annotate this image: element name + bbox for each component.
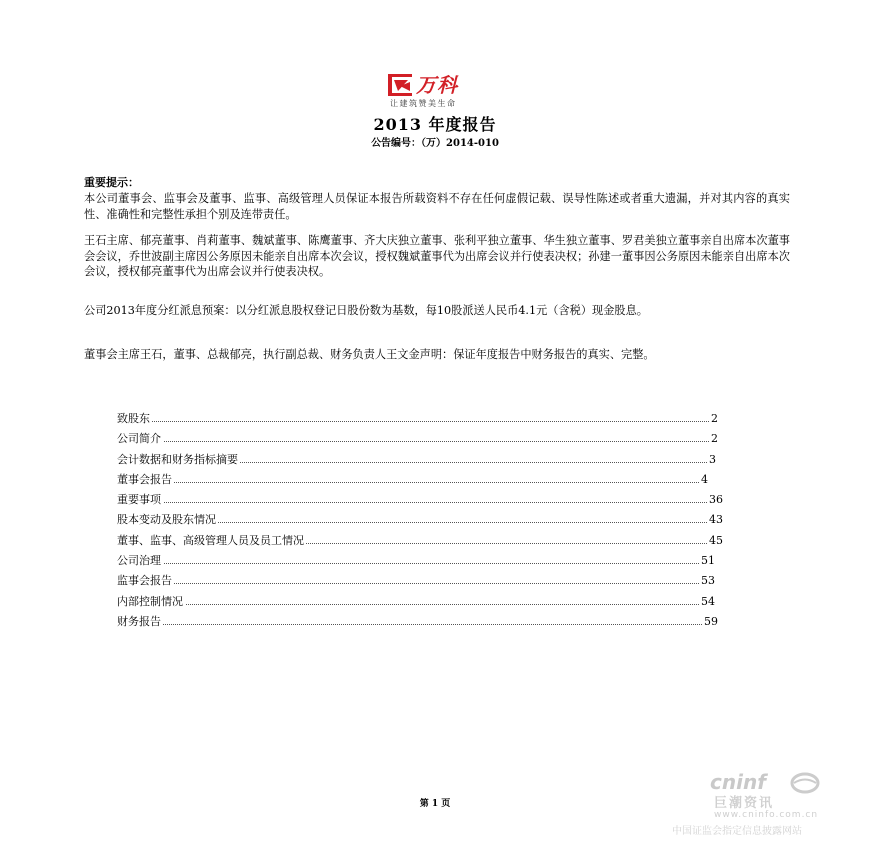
toc-entry-page: 53 [701,574,715,588]
toc-entry-title: 公司简介 [117,432,161,446]
cninfo-logo-icon [790,772,820,794]
toc-entry[interactable] [117,533,723,554]
notice-paragraph-3: 公司2013年度分红派息预案：以分红派息股权登记日股份数为基数，每10股派送人民币4.1元（含税）现金股息。 [84,304,648,317]
toc-entry-page: 59 [704,614,718,628]
toc-entry-title: 董事、监事、高级管理人员及员工情况 [117,533,304,547]
notice-paragraph-2: 王石主席、郁亮董事、肖莉董事、魏斌董事、陈鹰董事、齐大庆独立董事、张利平独立董事、华生独立董事、罗君美独立董事亲自出席本次董事会会议，乔世波副主席因公务原因未能亲自出席本次会议，授权魏斌董事代为出席会议并行使表决权；孙建一董事因公务原因未能亲自出席本次会议，授权郁亮董事代为出席会议并行使表决权。 [84,234,790,278]
important-notice-heading: 重要提示： [84,176,139,189]
toc-entry[interactable] [117,615,717,635]
toc-leader-dots [117,421,709,422]
toc-entry-title: 重要事项 [117,493,161,507]
toc-entry[interactable] [117,574,717,594]
toc-leader-dots [117,563,699,564]
toc-entry-title: 监事会报告 [117,574,172,588]
vanke-logo [388,72,498,112]
logo-name: 万科 [416,73,458,97]
toc-entry-page: 43 [709,513,723,527]
toc-entry-title: 会计数据和财务指标摘要 [117,452,238,466]
vanke-logo-icon [388,74,412,96]
toc-leader-dots [117,502,707,503]
report-title: 2013 年度报告 [373,115,497,134]
page-number: 第 1 页 [419,799,451,809]
cninfo-watermark [670,770,870,840]
toc-entry[interactable] [117,493,723,513]
table-of-contents [117,412,723,635]
toc-leader-dots [117,441,709,442]
toc-entry[interactable] [117,453,717,473]
toc-entry-page: 3 [709,452,716,466]
toc-entry[interactable] [117,473,717,493]
toc-entry-title: 董事会报告 [117,472,172,486]
toc-entry-title: 内部控制情况 [117,594,183,608]
toc-entry-title: 公司治理 [117,554,161,568]
watermark-name: 巨潮资讯 [714,796,775,811]
toc-entry-page: 45 [709,533,723,547]
toc-entry-page: 2 [711,432,718,446]
toc-leader-dots [117,482,699,483]
toc-entry-page: 2 [711,412,718,425]
watermark-url: www.cninfo.com.cn [714,810,819,820]
toc-entry-title: 财务报告 [117,614,161,628]
toc-entry[interactable] [117,595,717,615]
watermark-brand: cninf [710,770,766,794]
toc-leader-dots [117,583,699,584]
toc-entry-title: 股本变动及股东情况 [117,513,216,527]
toc-entry-page: 54 [701,594,715,608]
toc-entry[interactable] [117,513,723,533]
toc-entry-page: 4 [701,472,708,486]
toc-entry[interactable] [117,412,717,432]
watermark-description: 中国证监会指定信息披露网站 [672,826,802,837]
toc-entry-page: 51 [701,554,715,568]
logo-slogan: 让建筑赞美生命 [390,99,457,108]
notice-paragraph-1: 本公司董事会、监事会及董事、监事、高级管理人员保证本报告所载资料不存在任何虚假记载、误导性陈述或者重大遗漏，并对其内容的真实性、准确性和完整性承担个别及连带责任。 [84,192,790,221]
toc-entry-page: 36 [709,493,723,507]
announcement-number: 公告编号：（万）2014-010 [371,138,499,149]
toc-entry[interactable] [117,432,717,452]
toc-leader-dots [117,604,699,605]
toc-leader-dots [117,624,702,625]
toc-entry[interactable] [117,554,717,574]
notice-paragraph-4: 董事会主席王石，董事、总裁郁亮，执行副总裁、财务负责人王文金声明：保证年度报告中财务报告的真实、完整。 [84,348,655,361]
toc-entry-title: 致股东 [117,412,150,425]
